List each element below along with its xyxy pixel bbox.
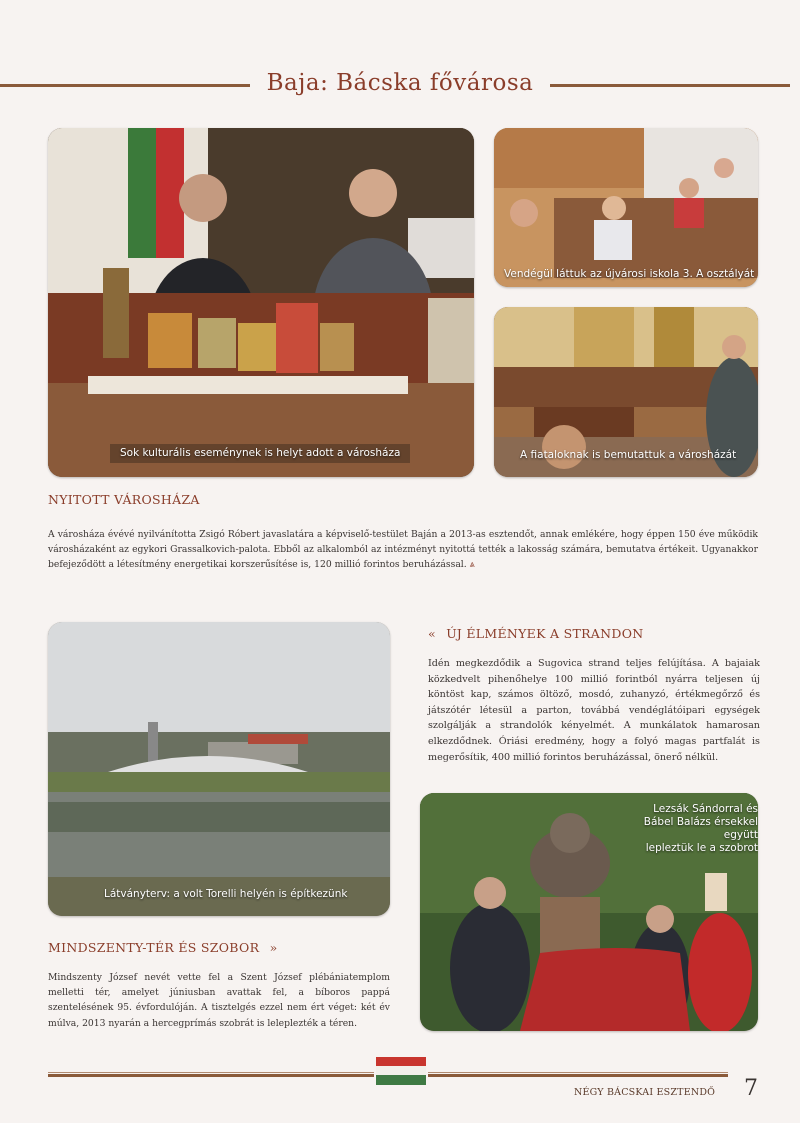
council-hall-caption: A fiataloknak is bemutattuk a városházát: [520, 449, 737, 461]
nyitott-heading: NYITOTT VÁROSHÁZA: [48, 492, 200, 507]
footer-rule-right: [428, 1072, 728, 1073]
nyitott-text: [48, 527, 758, 573]
strand-heading: [428, 626, 643, 641]
statue-photo: [420, 793, 758, 1031]
statue-caption: [634, 803, 758, 855]
mindszenty-heading-title: MINDSZENTY-TÉR ÉS SZOBOR: [48, 940, 260, 955]
mindszenty-heading-suffix: »: [269, 940, 278, 955]
townhall-meeting-photo: [48, 128, 474, 477]
statue-caption-line2: Bábel Balázs érsekkel együtt: [643, 816, 758, 841]
strand-heading-prefix: «: [428, 626, 436, 641]
page-title: Baja: Bácska fővárosa: [266, 70, 534, 96]
riverside-caption: Látványterv: a volt Torelli helyén is építkezünk: [104, 888, 348, 900]
hungarian-flag-icon: [376, 1057, 426, 1085]
header-rule-left: [0, 84, 250, 87]
header-rule-right: [550, 84, 790, 87]
strand-heading-title: ÚJ ÉLMÉNYEK A STRANDON: [446, 626, 644, 641]
footer-label: NÉGY BÁCSKAI ESZTENDŐ: [574, 1087, 716, 1098]
nyitott-end-mark: ⩓: [469, 559, 475, 571]
mindszenty-heading: [48, 940, 278, 955]
page-number: 7: [744, 1076, 758, 1101]
classroom-caption: Vendégül láttuk az újvárosi iskola 3. A osztályát: [504, 268, 755, 280]
footer-rule-right-thick: [428, 1074, 728, 1077]
mindszenty-text: Mindszenty József nevét vette fel a Szent József plébániatemplom melletti tér, amelyet júniusban avattak fel, a bíboros pappá szentelésének 95. évfordulóján. A tisztelgés ezzel nem ért véget: két év múlva, 2013 nyarán a hercegprímás szobrát is leleplezték a téren.: [48, 972, 390, 1029]
statue-caption-line3: lepleztük le a szobrot: [645, 842, 758, 854]
townhall-meeting-caption: Sok kulturális eseménynek is helyt adott a városháza: [110, 444, 410, 463]
riverside-photo: [48, 622, 390, 916]
council-hall-photo: [494, 307, 758, 477]
footer-rule-left-thick: [48, 1074, 374, 1077]
footer-rule-left: [48, 1072, 374, 1073]
statue-caption-line1: Lezsák Sándorral és: [653, 803, 758, 815]
strand-text: Idén megkezdődik a Sugovica strand teljes felújítása. A bajaiak közkedvelt pihenőhelye 100 millió forintból nyárra teljesen új köntöst kap, számos öltöző, mosdó, zuhanyzó, értékmegőrző és játszótér létesül a parton, továbbá vendéglátóipari egységek szolgálják a strandolók kényelmét. A munkálatok hamarosan elkezdődnek. Óriási eredmény, hogy a folyó magas partfalát is megerősítik, 400 millió forintos beruházással, önerő nélkül.: [428, 658, 760, 763]
classroom-photo: [494, 128, 758, 287]
nyitott-body: A városháza évévé nyilvánította Zsigó Róbert javaslatára a képviselő-testület Baján a 2013-as esztendőt, annak emlékére, hogy éppen 150 éve működik városházaként az egykori Grassalkovich-palota. Ebből az alkalomból az intézményt nyitottá tették a lakosság számára, bemutatva értékeit. Ugyanakkor befejeződött a létesítmény energetikai korszerűsítése is, 120 millió forintos beruházással.: [48, 529, 758, 571]
